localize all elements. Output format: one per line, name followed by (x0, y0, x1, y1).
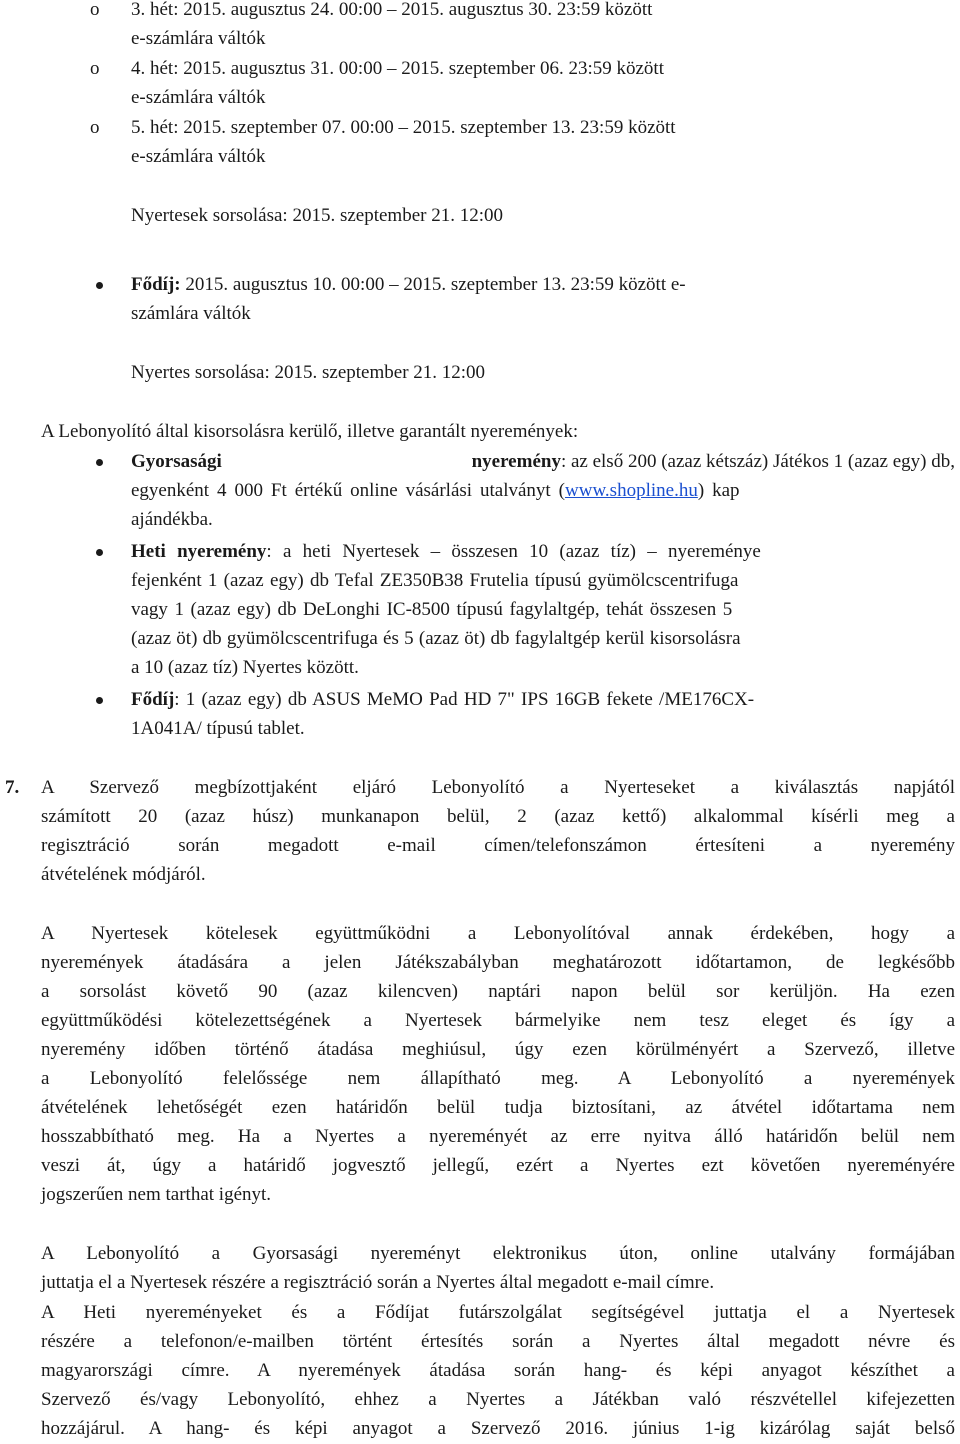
weekly-prize-line5: a 10 (azaz tíz) Nyertes között. (131, 657, 359, 678)
weekly-prize-label: Heti nyeremény (131, 541, 267, 562)
delivery2-line: A Heti nyereményeket és a Fődíjat futárszolgálat segítségével juttatja el a Nyertesek (41, 1302, 955, 1323)
list-bullet-dot (96, 459, 103, 466)
week-3-line2: e-számlára váltók (131, 28, 266, 49)
main-prize-tablet-label: Fődíj (131, 689, 175, 710)
list-bullet-o: o (90, 0, 100, 20)
speed-prize-text: egyenként 4 000 Ft értékű online vásárlási utalványt ( (131, 480, 565, 501)
week-4-line2: e-számlára váltók (131, 87, 266, 108)
week-4-line1: 4. hét: 2015. augusztus 31. 00:00 – 2015. szeptember 06. 23:59 között (131, 58, 664, 79)
main-prize-label: Fődíj: (131, 274, 181, 295)
section-number: 7. (5, 777, 20, 798)
week-3-line1: 3. hét: 2015. augusztus 24. 00:00 – 2015. augusztus 30. 23:59 között (131, 0, 653, 20)
speed-prize-label: Gyorsasági nyeremény (131, 451, 561, 472)
list-bullet-o: o (90, 58, 100, 79)
main-prize-line2: 1A041A/ típusú tablet. (131, 718, 305, 739)
delivery2-line: magyarországi címre. A nyeremények átadása során hang- és képi anyagot készíthet a (41, 1360, 955, 1381)
delivery1-line: A Lebonyolító a Gyorsasági nyereményt elektronikus úton, online utalvány formájában (41, 1243, 955, 1264)
weekly-prize-line2: fejenként 1 (azaz egy) db Tefal ZE350B38 Frutelia típusú gyümölcscentrifuga (131, 570, 739, 591)
main-prize-period-text: 2015. augusztus 10. 00:00 – 2015. szeptember 13. 23:59 között e- (180, 274, 686, 295)
cooperate-line: nyeremények átadására a jelen Játékszabályban meghatározott időtartamon, de legkésőbb (41, 952, 955, 973)
winners-draw-date: Nyertesek sorsolása: 2015. szeptember 21. 12:00 (131, 205, 503, 226)
weekly-prize-text: : a heti Nyertesek – összesen 10 (azaz tíz) – nyereménye (266, 541, 761, 562)
main-prize-period-line1 (131, 270, 686, 299)
section7-line: A Szervező megbízottjaként eljáró Lebonyolító a Nyerteseket a kiválasztás napjától (41, 777, 955, 798)
main-prize-period-line2: számlára váltók (131, 303, 251, 324)
list-bullet-o: o (90, 117, 100, 138)
delivery1-line-last: juttatja el a Nyertesek részére a regisztráció során a Nyertes által megadott e-mail címre. (41, 1272, 715, 1293)
section7-line-last: átvételének módjáról. (41, 864, 206, 885)
cooperate-line: a sorsolást követő 90 (azaz kilencven) naptári napon belül sor kerüljön. Ha ezen (41, 981, 955, 1002)
weekly-prize-line3: vagy 1 (azaz egy) db DeLonghi IC-8500 típusú fagylaltgép, tehát összesen 5 (131, 599, 733, 620)
main-prize-line1 (131, 685, 754, 714)
list-bullet-dot (96, 282, 103, 289)
prizes-heading: A Lebonyolító által kisorsolásra kerülő, illetve garantált nyeremények: (41, 421, 579, 442)
cooperate-line-last: jogszerűen nem tarthat igényt. (41, 1184, 272, 1205)
delivery2-line: hozzájárul. A hang- és képi anyagot a Szervező 2016. június 1-ig kizárólag saját belső (41, 1418, 955, 1439)
cooperate-line: veszi át, úgy a határidő jogvesztő jellegű, ezért a Nyertes ezt követően nyereményére (41, 1155, 955, 1176)
delivery2-line: Szervező és/vagy Lebonyolító, ehhez a Nyertes a Játékban való részvétellel kifejezetten (41, 1389, 955, 1410)
week-5-line1: 5. hét: 2015. szeptember 07. 00:00 – 2015. szeptember 13. 23:59 között (131, 117, 676, 138)
speed-prize-line1 (131, 447, 955, 476)
speed-prize-text: ) kap (697, 480, 740, 501)
week-5-line2: e-számlára váltók (131, 146, 266, 167)
cooperate-line: a Lebonyolító felelőssége nem állapítható meg. A Lebonyolító a nyeremények (41, 1068, 955, 1089)
speed-prize-text: : az első 200 (azaz kétszáz) Játékos 1 (azaz egy) db, (560, 451, 955, 472)
weekly-prize-line1 (131, 537, 761, 566)
weekly-prize-line4: (azaz öt) db gyümölcscentrifuga és 5 (azaz öt) db fagylaltgép kerül kisorsolásra (131, 628, 741, 649)
section7-line: regisztráció során megadott e-mail címen/telefonszámon értesíteni a nyeremény (41, 835, 955, 856)
speed-prize-line2 (131, 476, 955, 505)
list-bullet-dot (96, 697, 103, 704)
winner-draw-date: Nyertes sorsolása: 2015. szeptember 21. 12:00 (131, 362, 486, 383)
cooperate-line: együttműködési kötelezettségének a Nyertesek bármelyike nem tesz eleget és így a (41, 1010, 955, 1031)
main-prize-text: : 1 (azaz egy) db ASUS MeMO Pad HD 7" IPS 16GB fekete /ME176CX- (174, 689, 755, 710)
section7-line: számított 20 (azaz húsz) munkanapon belül, 2 (azaz kettő) alkalommal kísérli meg a (41, 806, 955, 827)
list-bullet-dot (96, 549, 103, 556)
speed-prize-line3: ajándékba. (131, 509, 213, 530)
cooperate-line: hosszabbítható meg. Ha a Nyertes a nyereményét az erre nyitva álló határidőn belül nem (41, 1126, 955, 1147)
shopline-link[interactable]: www.shopline.hu (565, 480, 698, 501)
cooperate-line: A Nyertesek kötelesek együttműködni a Lebonyolítóval annak érdekében, hogy a (41, 923, 955, 944)
cooperate-line: átvételének lehetőségét ezen határidőn belül tudja biztosítani, az átvétel időtartama nem (41, 1097, 955, 1118)
cooperate-line: nyeremény időben történő átadása meghiúsul, úgy ezen körülményért a Szervező, illetve (41, 1039, 955, 1060)
delivery2-line: részére a telefonon/e-mailben történt értesítés során a Nyertes által megadott névre és (41, 1331, 955, 1352)
